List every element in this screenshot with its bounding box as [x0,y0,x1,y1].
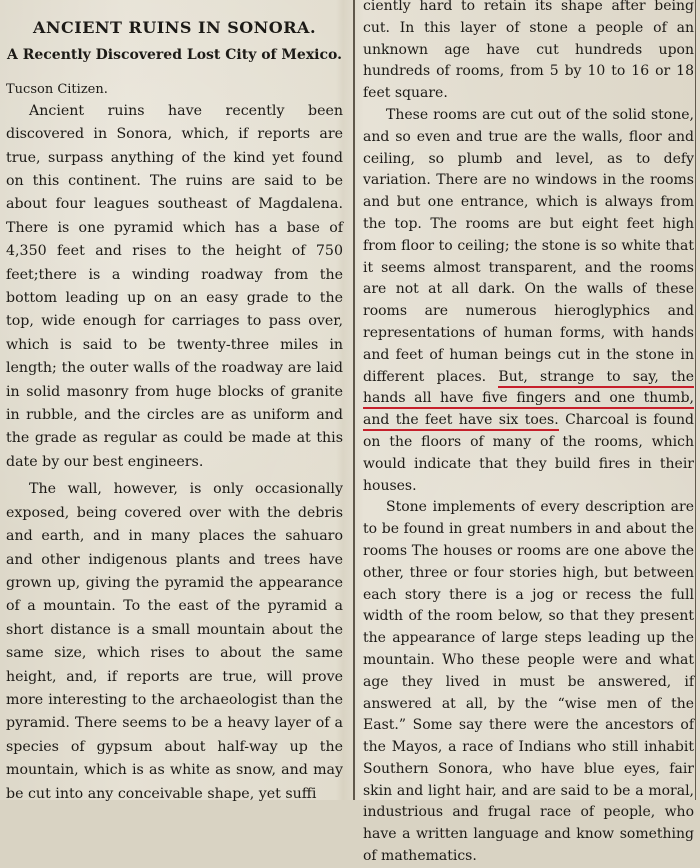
source-line: Tucson Citizen. [6,81,108,97]
right-paragraph-1: ciently hard to retain its shape after being cut. In this layer of stone a people of an unknown age have cut hundreds upon hundreds of rooms, from 5 by 10 to 16 or 18 feet square. [363,0,694,102]
left-paragraph-2: The wall, however, is only occasionally exposed, being covered over with the debris and earth, and in many places the sahuaro and other indigenous plants and trees have grown up, giving the pyramid the appearance of a mountain. To the east of the pyramid a short distance is a small mountain about the same size, which rises to about the same height, and, if reports are true, will prove more interesting to the archaeologist than the pyramid. There seems to be a heavy layer of a species of gypsum about half-way up the mountain, which is as white as snow, and may be cut into any conceivable shape, yet suffi [6,481,343,802]
right-column [363,0,694,868]
column-divider [353,0,355,800]
right-paragraph-3: Stone implements of every description are to be found in great numbers in and about the rooms The houses or rooms are one above the other, three or four stories high, but between each story there is a jog or recess the full width of the room below, so that they present the appearance of large steps leading up the mountain. Who these people were and what age they lived in must be answered, if answered at all, by the “wise men of the East.” Some say there were the ancestors of the Mayos, a race of Indians who still inhabit Southern Sonora, who have blue eyes, fair skin and light hair, and are said to be a moral, industrious and frugal race of people, who have a written language and know something of mathematics. [363,499,694,865]
left-paragraph-1: Ancient ruins have recently been discovered in Sonora, which, if reports are true, surpass anything of the kind yet found on this continent. The ruins are said to be about four leagues southeast of Magdalena. There is one pyramid which has a base of 4,350 feet and rises to the height of 750 feet;there is a winding roadway from the bottom leading up on an easy grade to the top, wide enough for carriages to pass over, which is said to be twenty-three miles in length; the outer walls of the roadway are laid in solid masonry from huge blocks of granite in rubble, and the circles are as uniform and the grade as regular as could be made at this date by our best engineers. [6,102,343,470]
right-paragraph-2 [363,105,694,497]
right-border [695,0,696,800]
left-column [6,0,343,806]
right-paragraph-2-text-b: Charcoal is found on the floors of many of the rooms, which would indicate that they build fires in their houses. [363,412,695,494]
article-subtitle: A Recently Discovered Lost City of Mexico. [6,47,342,63]
right-paragraph-2-text-a: These rooms are cut out of the solid stone, and so even and true are the walls, floor and ceiling, so plumb and level, as to defy variation. There are no windows in the rooms and but one entrance, which is always from the top. The rooms are but eight feet high from floor to ceiling; the stone is so white that it seems almost transparent, and the rooms are not at all dark. On the walls of these rooms are numerous hieroglyphics and representations of human forms, with hands and feet of human beings cut in the stone in different places. [363,106,694,385]
underlined-quote: But, strange to say, the hands all have five fingers and one thumb, and the feet have six toes. [363,369,694,432]
article-title: ANCIENT RUINS IN SONORA. [32,18,317,37]
